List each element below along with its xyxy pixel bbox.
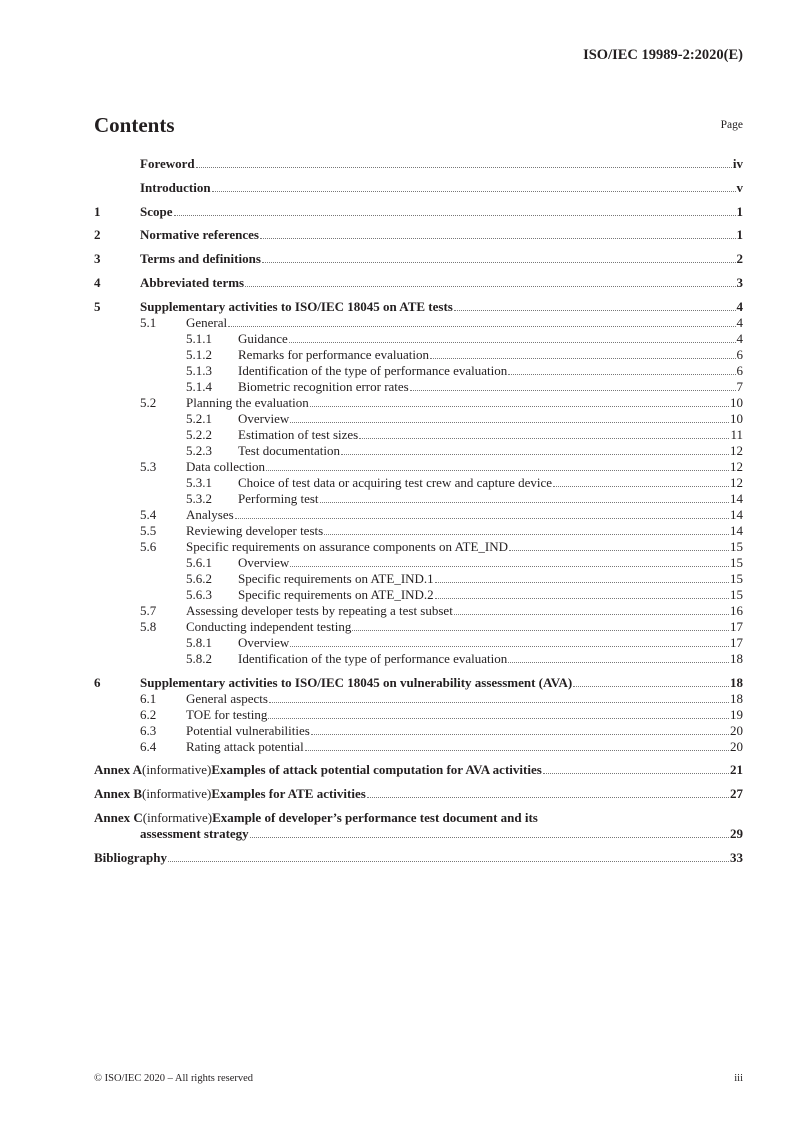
dot-leader: [553, 486, 729, 487]
toc-entry[interactable]: [94, 555, 743, 571]
section-title: Scope: [140, 203, 173, 219]
bibliography-title: Bibliography: [94, 849, 167, 865]
page-ref: 16: [730, 602, 743, 618]
section-title: Supplementary activities to ISO/IEC 18045 on vulnerability assessment (AVA): [140, 674, 573, 690]
table-of-contents: [94, 156, 743, 866]
dot-leader: [454, 614, 729, 615]
section-number: 5: [94, 298, 101, 314]
page-ref: 15: [730, 538, 743, 554]
section-title: Choice of test data or acquiring test crew and capture device: [238, 474, 553, 490]
annex-note: (informative): [142, 809, 213, 825]
toc-entry[interactable]: [94, 275, 743, 291]
dot-leader: [324, 534, 729, 535]
dot-leader: [305, 750, 729, 751]
dot-leader: [196, 167, 732, 168]
page-ref: 33: [730, 849, 743, 865]
page-ref: 6: [736, 362, 743, 378]
page-ref: 29: [730, 825, 743, 841]
dot-leader: [212, 191, 736, 192]
section-title: Analyses: [186, 506, 234, 522]
dot-leader: [269, 702, 729, 703]
page-ref: 27: [730, 786, 743, 802]
toc-entry[interactable]: [94, 587, 743, 603]
page-ref: 20: [730, 722, 743, 738]
toc-entry[interactable]: [94, 299, 743, 315]
toc-entry[interactable]: [94, 475, 743, 491]
dot-leader: [509, 550, 729, 551]
dot-leader: [320, 502, 729, 503]
page-ref: 4: [736, 314, 743, 330]
dot-leader: [430, 358, 736, 359]
toc-entry[interactable]: [94, 539, 743, 555]
dot-leader: [245, 286, 735, 287]
section-title: Introduction: [140, 179, 211, 195]
section-title: Specific requirements on assurance components on ATE_IND: [186, 538, 509, 554]
toc-entry[interactable]: [94, 411, 743, 427]
annex-entry-continuation[interactable]: [94, 826, 743, 842]
annex-title: Examples for ATE activities: [211, 786, 366, 802]
page-ref: 15: [730, 586, 743, 602]
section-number: 5.3.2: [186, 490, 212, 506]
page-ref: 19: [730, 706, 743, 722]
page-column-label: Page: [720, 119, 743, 131]
section-title: Overview: [238, 634, 290, 650]
section-title: Abbreviated terms: [140, 274, 245, 290]
section-title: Remarks for performance evaluation: [238, 346, 429, 362]
toc-entry[interactable]: [94, 363, 743, 379]
page-ref: 2: [736, 251, 743, 267]
section-number: 5.5: [140, 522, 157, 538]
page-ref: v: [736, 179, 743, 195]
toc-entry[interactable]: [94, 180, 743, 196]
dot-leader: [367, 797, 729, 798]
section-number: 5.6.1: [186, 554, 212, 570]
annex-label: Annex B: [94, 786, 143, 802]
toc-entry[interactable]: [94, 507, 743, 523]
section-title: Identification of the type of performance evaluation: [238, 650, 508, 666]
section-title: Identification of the type of performance evaluation: [238, 362, 508, 378]
section-number: 1: [94, 203, 101, 219]
section-number: 6.4: [140, 738, 157, 754]
section-title: Potential vulnerabilities: [186, 722, 310, 738]
annex-label: Annex C: [94, 809, 143, 825]
page-ref: iv: [732, 156, 743, 171]
annex-note: (informative): [142, 786, 212, 802]
toc-entry[interactable]: [94, 571, 743, 587]
page-ref: 10: [730, 394, 743, 410]
section-title: General: [186, 314, 228, 330]
section-number: 5.7: [140, 602, 157, 618]
dot-leader: [310, 406, 729, 407]
section-title: Reviewing developer tests: [186, 522, 324, 538]
page-ref: 17: [730, 634, 743, 650]
section-number: 6.2: [140, 706, 157, 722]
page-ref: 1: [736, 227, 743, 243]
dot-leader: [268, 718, 729, 719]
section-number: 5.1.2: [186, 346, 212, 362]
section-title: Supplementary activities to ISO/IEC 18045 on ATE tests: [140, 298, 453, 314]
dot-leader: [454, 310, 736, 311]
section-number: 5.8.2: [186, 650, 212, 666]
toc-entry[interactable]: [94, 427, 743, 443]
page-ref: 18: [730, 674, 743, 690]
page-title: Contents: [94, 113, 175, 137]
section-title: Test documentation: [238, 442, 340, 458]
toc-entry[interactable]: [94, 204, 743, 220]
section-title: Planning the evaluation: [186, 394, 309, 410]
dot-leader: [410, 390, 736, 391]
toc-entry[interactable]: [94, 379, 743, 395]
section-number: 5.2.3: [186, 442, 212, 458]
page-ref: 14: [730, 522, 743, 538]
dot-leader: [435, 582, 729, 583]
section-title: Overview: [238, 554, 290, 570]
page-ref: 4: [736, 330, 743, 346]
section-number: 5.1: [140, 314, 157, 330]
toc-entry[interactable]: [94, 523, 743, 539]
page-ref: 10: [730, 410, 743, 426]
section-title: General aspects: [186, 690, 268, 706]
toc-entry[interactable]: [94, 619, 743, 635]
section-title: Terms and definitions: [140, 251, 261, 267]
section-title: Foreword: [140, 156, 195, 171]
section-title: Estimation of test sizes: [238, 426, 359, 442]
section-title: Assessing developer tests by repeating a test subset: [186, 602, 453, 618]
dot-leader: [168, 861, 729, 862]
dot-leader: [341, 454, 729, 455]
toc-entry[interactable]: [94, 395, 743, 411]
page-ref: 12: [730, 458, 743, 474]
section-number: 3: [94, 251, 101, 267]
section-number: 5.6.2: [186, 570, 212, 586]
toc-entry[interactable]: [94, 651, 743, 667]
section-number: 5.8: [140, 618, 157, 634]
bibliography-entry[interactable]: [94, 850, 743, 866]
section-title: TOE for testing: [186, 706, 268, 722]
dot-leader: [508, 374, 735, 375]
toc-entry[interactable]: [94, 331, 743, 347]
page-ref: 20: [730, 738, 743, 754]
toc-entry[interactable]: [94, 603, 743, 619]
toc-entry[interactable]: [94, 459, 743, 475]
page-ref: 17: [730, 618, 743, 634]
page-ref: 18: [730, 650, 743, 666]
page-ref: 1: [736, 203, 743, 219]
section-number: 6.3: [140, 722, 157, 738]
dot-leader: [508, 662, 729, 663]
section-number: 5.3.1: [186, 474, 212, 490]
section-title: Rating attack potential: [186, 738, 304, 754]
page-ref: 21: [730, 762, 743, 778]
dot-leader: [311, 734, 729, 735]
annex-title-cont: assessment strategy: [140, 825, 249, 841]
toc-entry[interactable]: [94, 315, 743, 331]
section-title: Data collection: [186, 458, 266, 474]
toc-entry[interactable]: [94, 691, 743, 707]
section-number: 5.6: [140, 538, 157, 554]
toc-entry[interactable]: [94, 739, 743, 755]
section-title: Overview: [238, 410, 290, 426]
dot-leader: [573, 686, 729, 687]
annex-title: Example of developer’s performance test document and its: [212, 809, 538, 825]
section-title: Biometric recognition error rates: [238, 378, 409, 394]
page-ref: 7: [736, 378, 743, 394]
toc-entry[interactable]: [94, 251, 743, 267]
page-ref: 12: [730, 474, 743, 490]
section-number: 5.1.1: [186, 330, 212, 346]
section-title: Normative references: [140, 227, 259, 243]
copyright-footer: © ISO/IEC 2020 – All rights reserved: [94, 1073, 254, 1084]
section-title: Specific requirements on ATE_IND.2: [238, 586, 434, 602]
annex-entry[interactable]: [94, 810, 743, 826]
annex-entry[interactable]: [94, 786, 743, 802]
section-number: 5.3: [140, 458, 157, 474]
section-number: 5.2.1: [186, 410, 212, 426]
section-number: 5.6.3: [186, 586, 212, 602]
page-number: iii: [734, 1073, 743, 1084]
section-number: 5.1.3: [186, 362, 212, 378]
dot-leader: [250, 837, 729, 838]
toc-entry[interactable]: [94, 443, 743, 459]
section-number: 5.1.4: [186, 378, 212, 394]
dot-leader: [289, 342, 736, 343]
dot-leader: [359, 438, 729, 439]
dot-leader: [262, 262, 736, 263]
section-number: 5.2: [140, 394, 157, 410]
page-ref: 6: [736, 346, 743, 362]
section-number: 5.4: [140, 506, 157, 522]
dot-leader: [260, 238, 736, 239]
dot-leader: [543, 773, 729, 774]
section-number: 6: [94, 674, 101, 690]
dot-leader: [290, 422, 729, 423]
section-title: Performing test: [238, 490, 319, 506]
toc-entry[interactable]: [94, 707, 743, 723]
section-number: 2: [94, 227, 101, 243]
section-number: 6.1: [140, 690, 157, 706]
document-id-header: ISO/IEC 19989-2:2020(E): [583, 47, 743, 63]
section-title: Specific requirements on ATE_IND.1: [238, 570, 434, 586]
annex-label: Annex A: [94, 762, 143, 778]
section-number: 5.8.1: [186, 634, 212, 650]
page-ref: 4: [736, 298, 743, 314]
toc-entry[interactable]: [94, 675, 743, 691]
page-ref: 14: [730, 506, 743, 522]
dot-leader: [228, 326, 735, 327]
page-ref: 3: [736, 274, 743, 290]
toc-entry[interactable]: [94, 635, 743, 651]
dot-leader: [290, 646, 729, 647]
dot-leader: [352, 630, 729, 631]
annex-title: Examples of attack potential computation for AVA activities: [211, 762, 542, 778]
dot-leader: [290, 566, 729, 567]
dot-leader: [266, 470, 729, 471]
toc-entry[interactable]: [94, 491, 743, 507]
dot-leader: [174, 215, 736, 216]
toc-entry[interactable]: [94, 347, 743, 363]
page-ref: 14: [730, 490, 743, 506]
toc-entry[interactable]: [94, 227, 743, 243]
section-title: Guidance: [238, 330, 288, 346]
dot-leader: [435, 598, 729, 599]
annex-note: (informative): [142, 762, 212, 778]
toc-entry[interactable]: [94, 723, 743, 739]
page-ref: 15: [730, 554, 743, 570]
page-ref: 12: [730, 442, 743, 458]
page-ref: 18: [730, 690, 743, 706]
section-title: Conducting independent testing: [186, 618, 352, 634]
dot-leader: [235, 518, 729, 519]
section-number: 4: [94, 274, 101, 290]
page-ref: 15: [730, 570, 743, 586]
page-ref: 11: [730, 426, 743, 442]
toc-entry[interactable]: [94, 156, 743, 172]
annex-entry[interactable]: [94, 762, 743, 778]
section-number: 5.2.2: [186, 426, 212, 442]
